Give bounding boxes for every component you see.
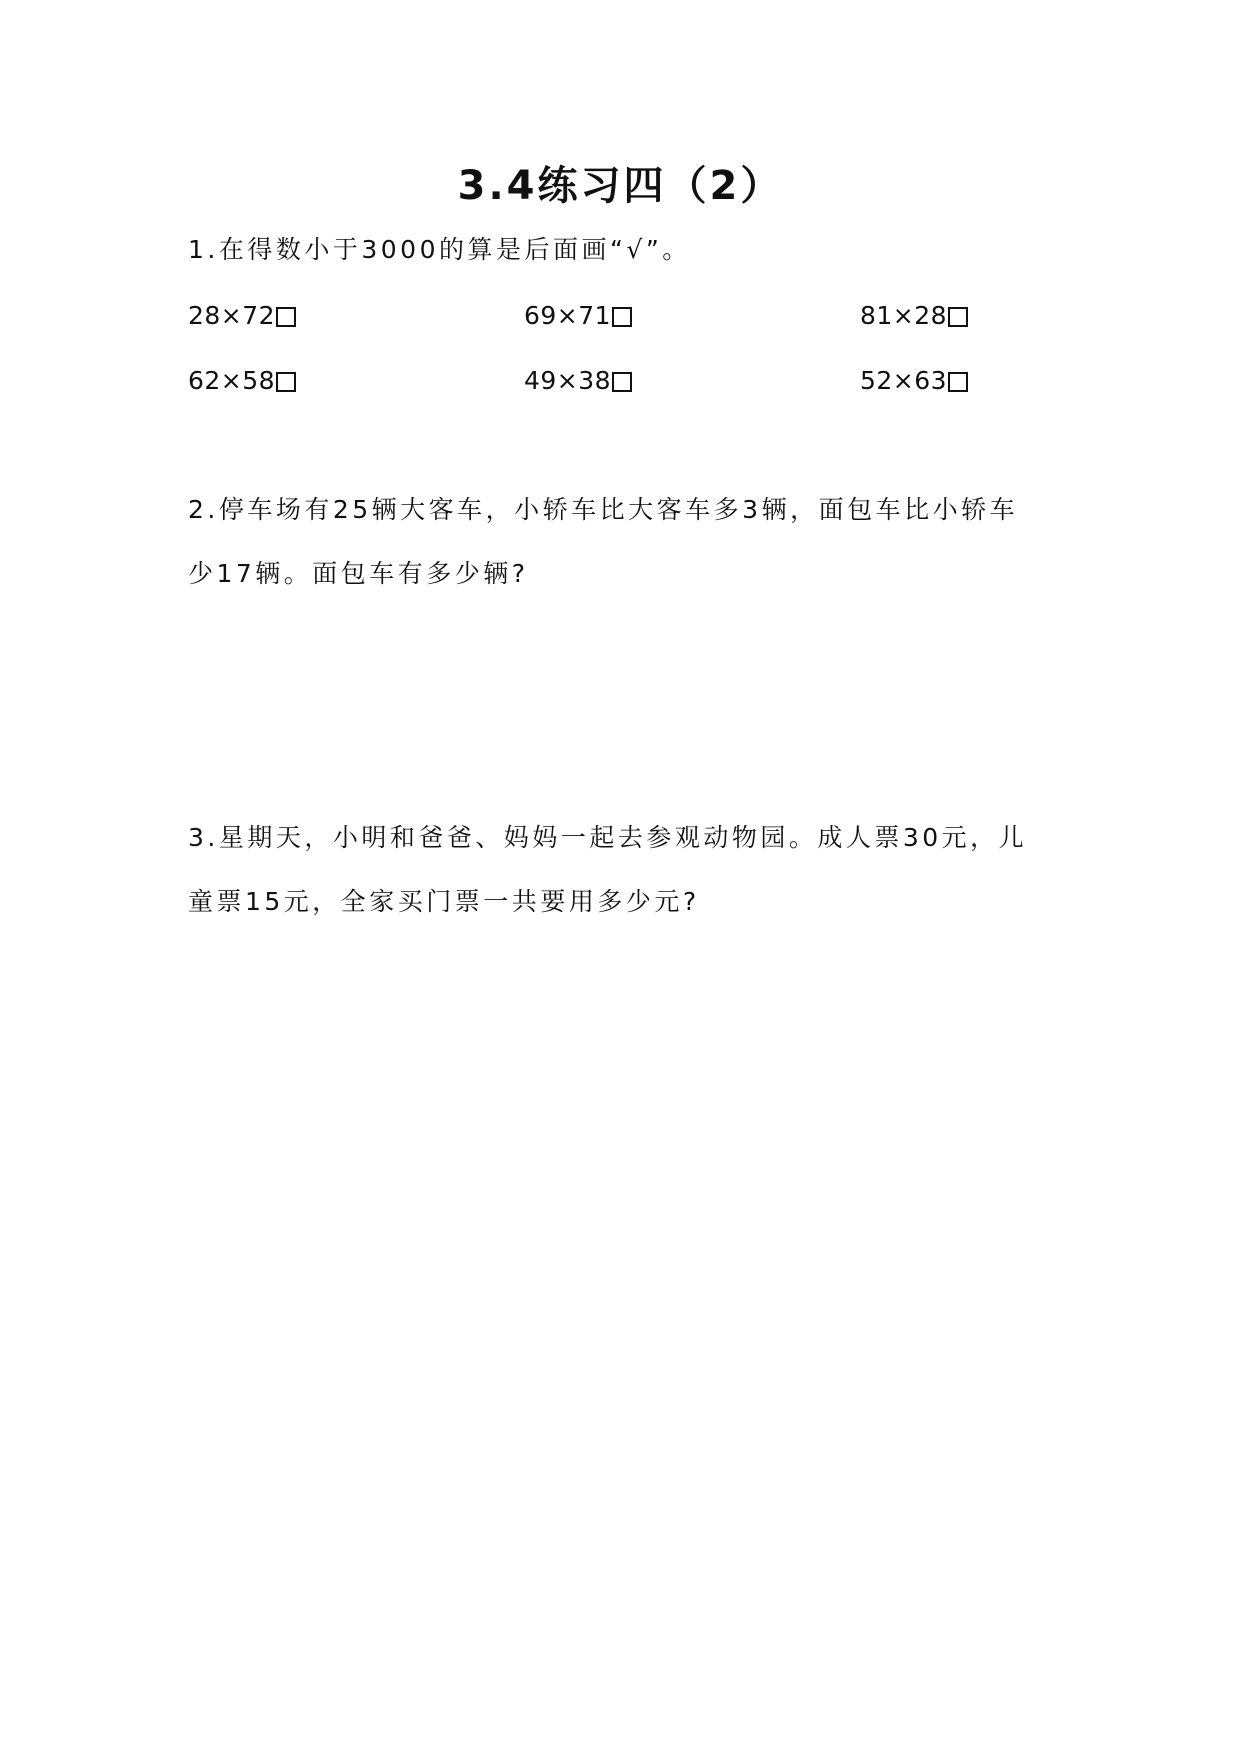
calc-expression: 62×58 bbox=[188, 366, 276, 395]
calc-expression: 49×38 bbox=[524, 366, 612, 395]
answer-checkbox[interactable] bbox=[612, 372, 632, 392]
calc-item bbox=[524, 363, 632, 399]
calc-expression: 52×63 bbox=[860, 366, 948, 395]
calc-expression: 69×71 bbox=[524, 301, 612, 330]
calc-row-2 bbox=[188, 363, 1048, 403]
answer-checkbox[interactable] bbox=[948, 307, 968, 327]
page-title: 3.4练习四（2） bbox=[457, 163, 784, 209]
calc-item bbox=[524, 298, 632, 334]
question-2-line: 少17辆。面包车有多少辆? bbox=[188, 559, 529, 588]
question-2-line: 2.停车场有25辆大客车，小轿车比大客车多3辆，面包车比小轿车 bbox=[188, 495, 1019, 524]
calc-expression: 28×72 bbox=[188, 301, 276, 330]
calc-row-1 bbox=[188, 298, 1048, 338]
question-3-line: 童票15元，全家买门票一共要用多少元? bbox=[188, 887, 700, 916]
answer-checkbox[interactable] bbox=[948, 372, 968, 392]
answer-checkbox[interactable] bbox=[276, 372, 296, 392]
question-3-line: 3.星期天，小明和爸爸、妈妈一起去参观动物园。成人票30元，儿 bbox=[188, 823, 1028, 852]
calc-expression: 81×28 bbox=[860, 301, 948, 330]
calc-item bbox=[860, 363, 968, 399]
calc-item bbox=[860, 298, 968, 334]
calc-item bbox=[188, 298, 296, 334]
calc-item bbox=[188, 363, 296, 399]
answer-checkbox[interactable] bbox=[612, 307, 632, 327]
question-1-prompt: 1.在得数小于3000的算是后面画“√”。 bbox=[188, 235, 691, 264]
answer-checkbox[interactable] bbox=[276, 307, 296, 327]
